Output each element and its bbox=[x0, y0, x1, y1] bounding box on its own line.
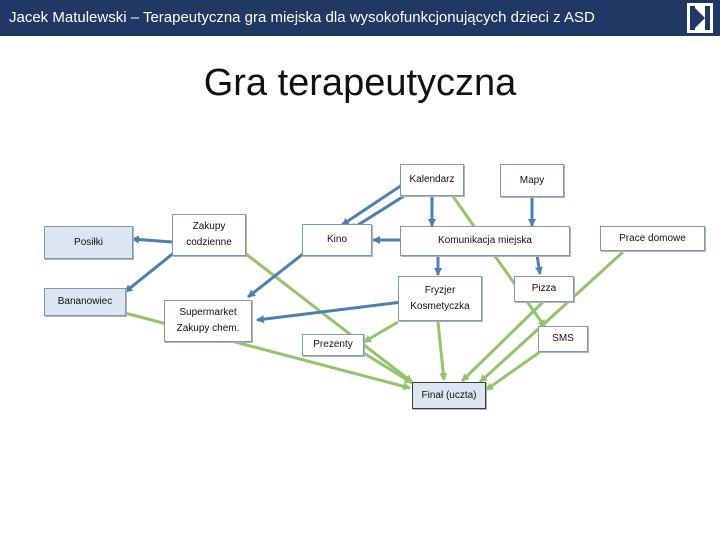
arrow-prace-final bbox=[480, 252, 623, 382]
node-final: Finał (uczta) bbox=[412, 382, 486, 409]
node-kino: Kino bbox=[302, 224, 372, 256]
node-supermarket: Supermarket Zakupy chem. bbox=[164, 300, 252, 342]
node-komunikacja: Komunikacja miejska bbox=[400, 226, 570, 256]
node-kalendarz: Kalendarz bbox=[400, 164, 464, 196]
arrow-fryzjer-prezenty bbox=[364, 322, 398, 342]
node-bananowiec: Bananowiec bbox=[44, 288, 126, 316]
arrow-kino-supermarket bbox=[248, 250, 308, 297]
node-zakupy-codzienne: Zakupy codzienne bbox=[172, 214, 246, 256]
arrow-komunikacja-pizza bbox=[537, 255, 540, 274]
node-mapy: Mapy bbox=[500, 164, 564, 197]
node-prace-domowe: Prace domowe bbox=[600, 226, 705, 251]
node-prezenty: Prezenty bbox=[302, 334, 364, 356]
slide-title: Gra terapeutyczna bbox=[203, 62, 517, 104]
header-title: Jacek Matulewski – Terapeutyczna gra miejska dla wysokofunkcjonujących dzieci z ASD bbox=[9, 9, 595, 26]
node-pizza: Pizza bbox=[514, 276, 574, 302]
arrow-fryzjer-final bbox=[438, 322, 444, 380]
node-posilki: Posiłki bbox=[44, 226, 133, 259]
arrow-zakupy-posilki bbox=[132, 239, 172, 242]
arrow-kalendarz-kino bbox=[342, 185, 402, 225]
node-sms: SMS bbox=[538, 326, 588, 352]
node-fryzjer: Fryzjer Kosmetyczka bbox=[398, 276, 482, 321]
